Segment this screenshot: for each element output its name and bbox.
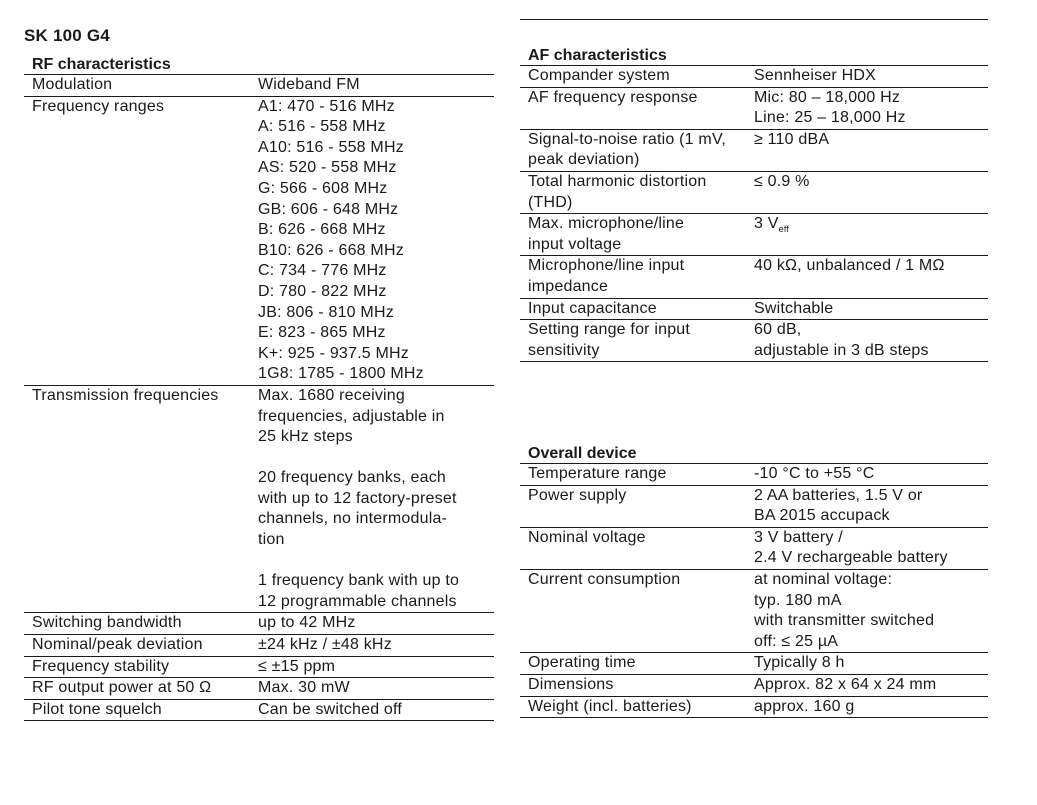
spec-row-signal-to-noise-ratio-1-mv-peak-deviation <box>520 130 988 172</box>
spec-value-line: 12 programmable channels <box>258 592 457 610</box>
spec-value-line: 60 dB, <box>754 321 802 339</box>
spec-label <box>520 256 754 297</box>
spec-label <box>520 675 754 696</box>
spec-label <box>520 464 754 485</box>
spec-value-line: typ. 180 mA <box>754 591 842 609</box>
spec-label-line: input voltage <box>528 235 622 253</box>
spec-value-line: Approx. 82 x 64 x 24 mm <box>754 675 937 693</box>
spec-value <box>754 697 988 718</box>
spec-label <box>520 88 754 129</box>
spec-value-line: ≥ 110 dBA <box>754 130 830 148</box>
spec-value-paragraph <box>754 256 988 277</box>
spec-value-paragraph <box>754 570 988 652</box>
spec-value-line: A: 516 - 558 MHz <box>258 118 386 136</box>
spec-value-paragraph <box>258 97 494 385</box>
overall-table <box>520 464 988 718</box>
spec-value-line: channels, no intermodula- <box>258 510 448 528</box>
spec-value-paragraph <box>754 88 988 129</box>
spec-value-line: C: 734 - 776 MHz <box>258 262 387 280</box>
spec-value-line: 20 frequency banks, each <box>258 469 447 487</box>
spec-value-line: tion <box>258 531 285 549</box>
spec-value-line: AS: 520 - 558 MHz <box>258 159 397 177</box>
spec-value-paragraph <box>258 635 494 656</box>
spec-value-line: Line: 25 – 18,000 Hz <box>754 109 906 127</box>
spec-label-line: Temperature range <box>528 465 667 482</box>
spec-row-af-frequency-response <box>520 88 988 130</box>
spec-label-line: Frequency stability <box>32 657 170 675</box>
af-section-heading: AF characteristics <box>520 46 988 66</box>
spec-row-max-microphone-line-input-voltage <box>520 214 988 256</box>
spec-label <box>520 66 754 87</box>
af-characteristics-section <box>520 46 988 362</box>
spec-label <box>520 130 754 171</box>
spec-label-line: Pilot tone squelch <box>32 700 162 718</box>
spec-value <box>754 88 988 129</box>
spec-value <box>258 97 494 385</box>
spec-value-line: BA 2015 accupack <box>754 507 890 525</box>
spec-value-line: Switchable <box>754 299 834 317</box>
spec-row-operating-time <box>520 653 988 675</box>
spec-value-line: A10: 516 - 558 MHz <box>258 138 404 156</box>
spec-value-line: D: 780 - 822 MHz <box>258 282 387 300</box>
spec-value-line: Mic: 80 – 18,000 Hz <box>754 88 901 106</box>
spec-label-line: AF frequency response <box>528 88 698 106</box>
spec-value <box>258 700 494 721</box>
spec-value-paragraph <box>258 657 494 678</box>
spec-value <box>754 486 988 527</box>
spec-label-line: Weight (incl. batteries) <box>528 697 692 715</box>
spec-label <box>24 75 258 96</box>
spec-row-power-supply <box>520 486 988 528</box>
spec-value-line: with up to 12 factory-preset <box>258 489 457 507</box>
spec-value <box>754 256 988 297</box>
spec-label-line: peak deviation) <box>528 151 640 169</box>
spec-value-paragraph <box>754 528 988 569</box>
spec-value-paragraph <box>754 66 988 87</box>
spec-value-line: Max. 30 mW <box>258 679 350 697</box>
spec-value <box>754 299 988 320</box>
spec-value-line: ≤ 0.9 % <box>754 172 810 190</box>
spec-label <box>520 697 754 718</box>
spec-value-paragraph <box>258 75 494 96</box>
spec-value-line: frequencies, adjustable in <box>258 407 445 425</box>
spec-value-paragraph <box>754 697 988 718</box>
spec-value <box>754 66 988 87</box>
spec-value <box>754 653 988 674</box>
overall-device-section <box>520 444 988 718</box>
spec-value <box>258 635 494 656</box>
spec-label-line: (THD) <box>528 193 573 211</box>
spec-label-line: Total harmonic distortion <box>528 172 707 190</box>
spec-label-line: RF output power at 50 Ω <box>32 679 212 697</box>
spec-row-dimensions <box>520 675 988 697</box>
spec-label-line: Current consumption <box>528 570 681 588</box>
spec-value-line: K+: 925 - 937.5 MHz <box>258 344 409 362</box>
spec-label-line: Setting range for input <box>528 321 691 339</box>
document-title: SK 100 G4 <box>24 26 110 45</box>
overall-section-heading: Overall device <box>520 444 988 464</box>
spec-row-transmission-frequencies <box>24 386 494 614</box>
spec-label-line: Nominal/peak deviation <box>32 636 203 654</box>
spec-row-setting-range-for-input-sensitivity <box>520 320 988 362</box>
spec-label <box>24 613 258 634</box>
af-table <box>520 66 988 362</box>
spec-value-paragraph <box>258 678 494 699</box>
spec-value <box>754 172 988 213</box>
spec-label-line: Transmission frequencies <box>32 386 219 404</box>
spec-label-line: Operating time <box>528 654 636 672</box>
spec-label <box>24 386 258 613</box>
spec-label <box>24 678 258 699</box>
spec-value-line: A1: 470 - 516 MHz <box>258 97 395 115</box>
spec-value-paragraph <box>754 320 988 361</box>
spec-label <box>24 657 258 678</box>
spec-row-weight-incl-batteries <box>520 697 988 719</box>
spec-value-paragraph <box>754 172 988 193</box>
spec-label <box>520 172 754 213</box>
spec-value <box>754 130 988 171</box>
spec-label-line: Max. microphone/line <box>528 215 685 233</box>
spec-value <box>258 657 494 678</box>
spec-label-line: Power supply <box>528 486 627 504</box>
spec-value-line: B10: 626 - 668 MHz <box>258 241 404 259</box>
spec-value-paragraph <box>258 386 494 448</box>
spec-label-line: Compander system <box>528 67 670 84</box>
spec-value <box>258 613 494 634</box>
spec-label <box>520 299 754 320</box>
top-rule <box>520 19 988 20</box>
spec-value <box>258 386 494 613</box>
spec-value-line: 3 V battery / <box>754 528 843 546</box>
spec-label <box>24 700 258 721</box>
spec-value-paragraph <box>258 700 494 721</box>
spec-label <box>520 570 754 652</box>
spec-label <box>520 320 754 361</box>
rf-section-heading: RF characteristics <box>24 55 494 75</box>
spec-value-paragraph <box>258 571 494 612</box>
spec-value-line: adjustable in 3 dB steps <box>754 341 929 359</box>
spec-value-line: 1 frequency bank with up to <box>258 572 460 590</box>
spec-value <box>258 678 494 699</box>
spec-value-line: ±24 kHz / ±48 kHz <box>258 636 392 654</box>
spec-row-temperature-range <box>520 464 988 486</box>
spec-value-main: 3 V <box>754 215 779 233</box>
spec-value-line: GB: 606 - 648 MHz <box>258 200 399 218</box>
spec-label-line: Signal-to-noise ratio (1 mV, <box>528 130 726 148</box>
spec-value-line: off: ≤ 25 µA <box>754 632 839 650</box>
spec-row-compander-system <box>520 66 988 88</box>
spec-label-line: Switching bandwidth <box>32 614 182 632</box>
spec-value-paragraph <box>754 130 988 151</box>
spec-value-line: 40 kΩ, unbalanced / 1 MΩ <box>754 257 945 275</box>
spec-value-paragraph <box>258 468 494 550</box>
spec-value-subscript: eff <box>778 224 790 235</box>
spec-label-line: Input capacitance <box>528 299 657 317</box>
spec-value-line <box>754 214 988 240</box>
spec-label <box>520 653 754 674</box>
spec-value-line: up to 42 MHz <box>258 614 356 632</box>
spec-row-switching-bandwidth <box>24 613 494 635</box>
spec-label-line: Dimensions <box>528 675 614 693</box>
spec-value-line: ≤ ±15 ppm <box>258 657 336 675</box>
spec-label-line: sensitivity <box>528 341 600 359</box>
spec-value-line: at nominal voltage: <box>754 570 893 588</box>
spec-row-microphone-line-input-impedance <box>520 256 988 298</box>
spec-label <box>24 97 258 385</box>
spec-value <box>754 528 988 569</box>
spec-value-line: JB: 806 - 810 MHz <box>258 303 394 321</box>
spec-row-total-harmonic-distortion-thd <box>520 172 988 214</box>
spec-label-line: Microphone/line input <box>528 257 685 275</box>
spec-value-line: G: 566 - 608 MHz <box>258 179 388 197</box>
spec-value <box>754 214 988 255</box>
spec-label <box>520 486 754 527</box>
spec-value <box>754 675 988 696</box>
spec-value <box>258 75 494 96</box>
spec-value-line: Max. 1680 receiving <box>258 386 405 404</box>
spec-value-paragraph <box>754 675 988 696</box>
spec-label-line: Frequency ranges <box>32 97 165 115</box>
spec-value-line: 2 AA batteries, 1.5 V or <box>754 486 923 504</box>
spec-row-nominal-voltage <box>520 528 988 570</box>
spec-value <box>754 320 988 361</box>
spec-value-paragraph <box>754 653 988 674</box>
spec-value-line: with transmitter switched <box>754 612 935 630</box>
spec-row-rf-output-power-at-50 <box>24 678 494 700</box>
spec-value-line: Wideband FM <box>258 76 360 93</box>
spec-label-line: impedance <box>528 277 609 295</box>
spec-value <box>754 570 988 652</box>
spec-value-paragraph <box>754 299 988 320</box>
spec-row-input-capacitance <box>520 299 988 321</box>
spec-value-line: Can be switched off <box>258 700 403 718</box>
spec-row-nominal-peak-deviation <box>24 635 494 657</box>
spec-value-line: 1G8: 1785 - 1800 MHz <box>258 365 424 383</box>
spec-label <box>520 528 754 569</box>
spec-value-line: Sennheiser HDX <box>754 67 876 84</box>
spec-value-paragraph <box>754 486 988 527</box>
spec-label-line: Modulation <box>32 76 113 93</box>
spec-value-paragraph <box>754 464 988 485</box>
spec-label <box>24 635 258 656</box>
rf-table <box>24 75 494 721</box>
spec-row-modulation <box>24 75 494 97</box>
spec-value <box>754 464 988 485</box>
rf-characteristics-section <box>24 55 494 721</box>
spec-label-line: Nominal voltage <box>528 528 646 546</box>
spec-value-line: 2.4 V rechargeable battery <box>754 549 948 567</box>
spec-row-pilot-tone-squelch <box>24 700 494 722</box>
spec-row-frequency-ranges <box>24 97 494 386</box>
spec-label <box>520 214 754 255</box>
spec-value-line: E: 823 - 865 MHz <box>258 324 386 342</box>
spec-value-line: -10 °C to +55 °C <box>754 465 875 482</box>
spec-value-line: 25 kHz steps <box>258 428 353 446</box>
spec-row-current-consumption <box>520 570 988 653</box>
spec-value-line: approx. 160 g <box>754 697 855 715</box>
spec-row-frequency-stability <box>24 657 494 679</box>
spec-value-paragraph <box>258 613 494 634</box>
spec-value-line: Typically 8 h <box>754 654 845 672</box>
spec-value-line: B: 626 - 668 MHz <box>258 221 386 239</box>
